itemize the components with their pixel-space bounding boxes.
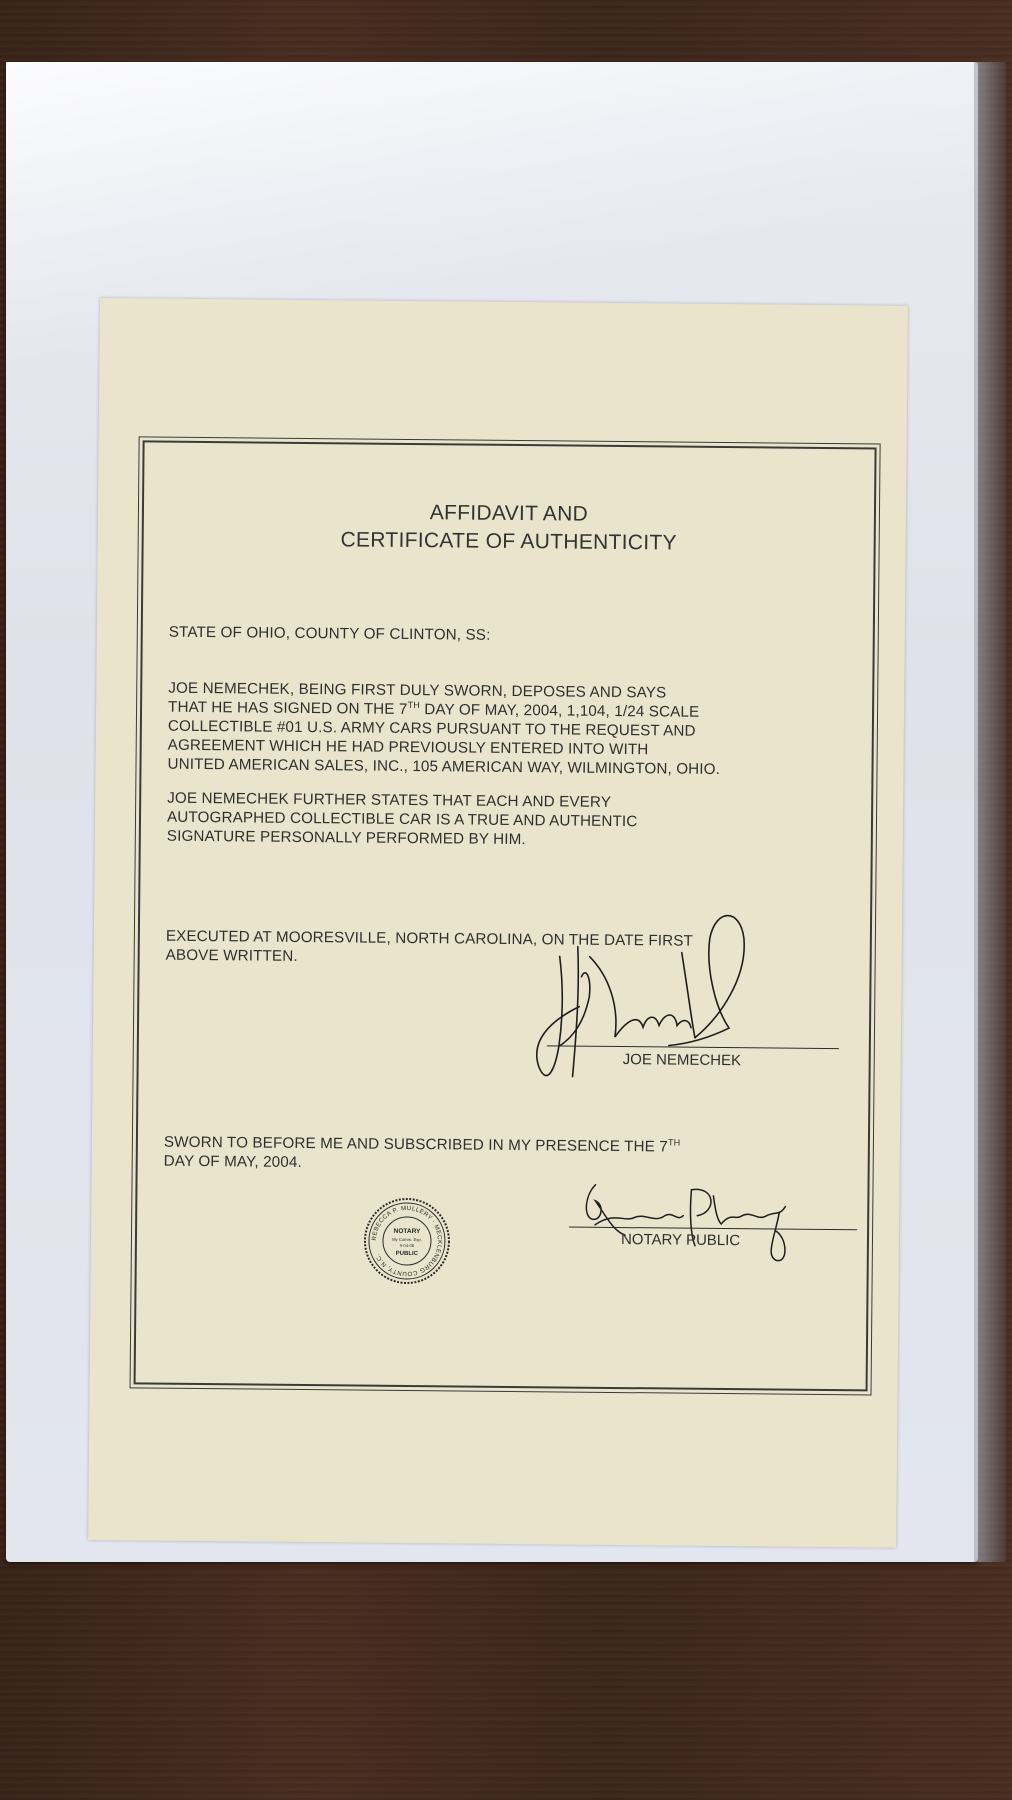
paragraph-authenticity-statement — [167, 789, 858, 853]
joe-nemechek-signature — [518, 896, 760, 1118]
para1-line-1: JOE NEMECHEK, BEING FIRST DULY SWORN, DEPOSES AND SAYS — [168, 679, 667, 702]
para2-line-1: JOE NEMECHEK FURTHER STATES THAT EACH AND EVERY — [167, 789, 612, 811]
sworn-line-2: DAY OF MAY, 2004. — [163, 1152, 302, 1171]
certificate-paper — [88, 298, 908, 1548]
title-line-1: AFFIDAVIT AND — [429, 501, 589, 526]
notary-public-label: NOTARY PUBLIC — [620, 1231, 741, 1250]
para3-line-1: EXECUTED AT MOORESVILLE, NORTH CAROLINA, ON THE DATE FIRST — [165, 927, 694, 950]
notary-seal — [363, 1197, 452, 1286]
title-line-2: CERTIFICATE OF AUTHENTICITY — [340, 528, 677, 555]
para1-line-5: UNITED AMERICAN SALES, INC., 105 AMERICAN WAY, WILMINGTON, OHIO. — [167, 755, 721, 778]
sworn-line-1-pre: SWORN TO BEFORE ME AND SUBSCRIBED IN MY PRESENCE THE 7 — [163, 1133, 669, 1156]
para1-line-4: AGREEMENT WHICH HE HAD PREVIOUSLY ENTERED INTO WITH — [167, 736, 649, 759]
seal-public-text: PUBLIC — [395, 1250, 419, 1258]
para1-line-3: COLLECTIBLE #01 U.S. ARMY CARS PURSUANT TO THE REQUEST AND — [167, 717, 696, 740]
seal-comm-text: My Comm. Exp. — [392, 1236, 422, 1243]
seal-notary-text: NOTARY — [393, 1227, 421, 1236]
paragraph-sworn — [164, 1133, 854, 1178]
para3-line-2: ABOVE WRITTEN. — [165, 946, 298, 965]
seal-outer-text: REBECCA P. MULLERY · MECKLENBURG COUNTY, N.C. — [370, 1204, 444, 1278]
certificate-border — [134, 440, 877, 1391]
sleeve-edge — [974, 62, 1006, 1562]
notary-signature — [565, 1175, 806, 1277]
para1-line-2-pre: THAT HE HAS SIGNED ON THE 7 — [167, 698, 408, 718]
seal-date-text: 5-04-08 — [399, 1242, 415, 1249]
signer-name-label: JOE NEMECHEK — [622, 1051, 742, 1070]
paragraph-signing-statement — [167, 679, 858, 781]
para2-line-3: SIGNATURE PERSONALLY PERFORMED BY HIM. — [166, 827, 526, 849]
para1-line-2-post: DAY OF MAY, 2004, 1,104, 1/24 SCALE — [419, 701, 700, 721]
para2-line-2: AUTOGRAPHED COLLECTIBLE CAR IS A TRUE AND AUTHENTIC — [166, 808, 638, 831]
para1-line-2-sup: TH — [407, 699, 420, 711]
venue-line: STATE OF OHIO, COUNTY OF CLINTON, SS: — [168, 623, 491, 644]
sworn-line-1-sup: TH — [667, 1137, 681, 1148]
